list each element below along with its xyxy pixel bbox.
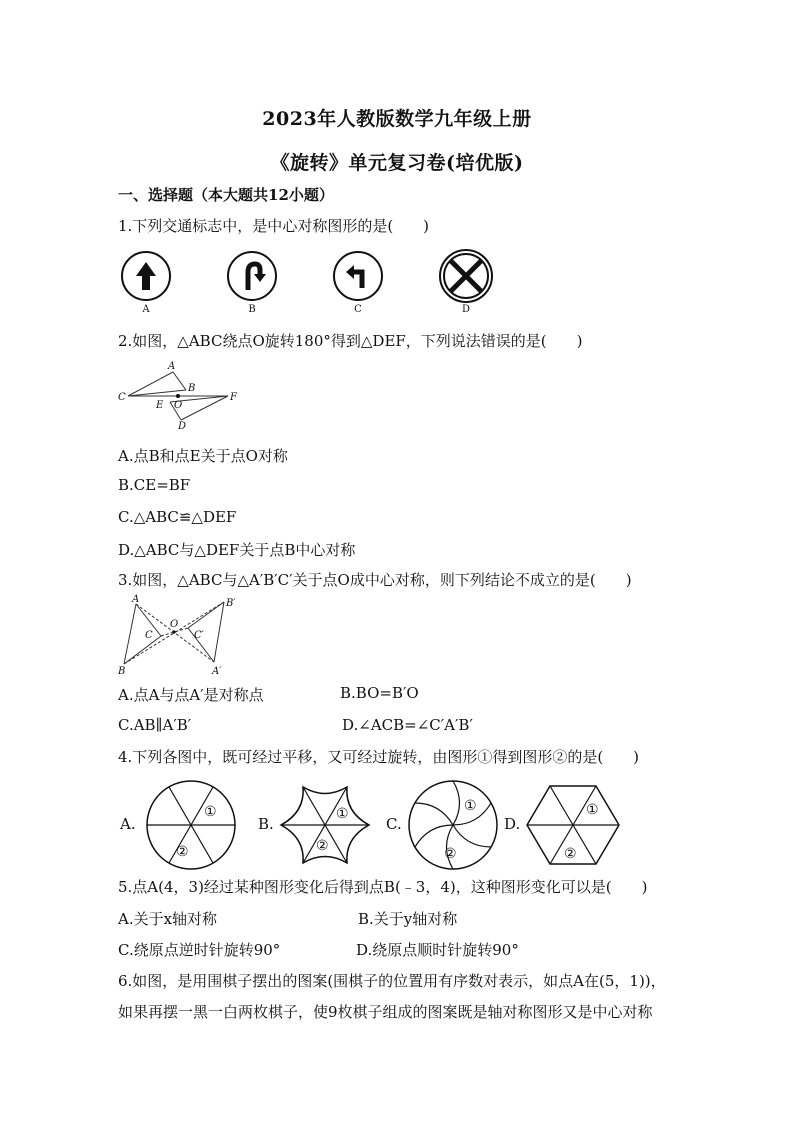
q3-label-ap: A′: [212, 666, 222, 677]
question-2-stem: 2.如图，△ABC绕点O旋转180°得到△DEF，下列说法错误的是( ): [118, 332, 583, 350]
q3-option-d: D.∠ACB=∠C′A′B′: [342, 716, 473, 734]
q5-option-b: B.关于y轴对称: [358, 910, 458, 928]
q4-option-d-letter: D.: [504, 815, 521, 833]
q1-label-b: B: [248, 304, 256, 315]
q1-label-a: A: [142, 304, 150, 315]
question-5-stem: 5.点A(4，3)经过某种图形变化后得到点B(﹣3，4)，这种图形变化可以是( ): [118, 878, 648, 896]
question-6-line-2: 如果再摆一黑一白两枚棋子，使9枚棋子组成的图案既是轴对称图形又是中心对称: [118, 1003, 653, 1021]
q3-label-b: B: [118, 666, 126, 677]
turn-left-icon: [332, 250, 384, 302]
q4-option-b-letter: B.: [258, 815, 274, 833]
q1-label-c: C: [354, 304, 362, 315]
q4-d-mark-1: ①: [586, 802, 599, 818]
q2-label-d: D: [178, 421, 187, 430]
q2-label-a: A: [168, 361, 176, 372]
q2-label-c: C: [118, 392, 126, 403]
q4-figure-a: [144, 778, 238, 872]
document-title: 2023年人教版数学九年级上册: [262, 108, 532, 130]
question-3-stem: 3.如图，△ABC与△A′B′C′关于点O成中心对称，则下列结论不成立的是( ): [118, 571, 632, 589]
question-6-line-1: 6.如图，是用围棋子摆出的图案(围棋子的位置用有序数对表示，如点A在(5，1))，: [118, 972, 666, 990]
q3-figure: [116, 594, 244, 678]
q2-option-a: A.点B和点E关于点O对称: [118, 447, 288, 465]
q2-option-b: B.CE=BF: [118, 476, 191, 494]
q2-option-c: C.△ABC≌△DEF: [118, 508, 237, 526]
q4-d-mark-2: ②: [564, 846, 577, 862]
q4-option-a-letter: A.: [120, 815, 136, 833]
q3-label-bp: B′: [226, 598, 236, 609]
q1-label-d: D: [461, 304, 471, 315]
q4-figure-d: [524, 778, 622, 872]
q4-figure-b: [278, 778, 372, 872]
q2-label-o: O: [174, 400, 183, 411]
q3-label-a: A: [132, 594, 140, 605]
q2-figure: [118, 358, 242, 430]
q2-label-f: F: [230, 392, 237, 403]
arrow-up-icon: [120, 250, 172, 302]
q4-figure-c: [406, 778, 500, 872]
question-1-stem: 1.下列交通标志中，是中心对称图形的是( ): [118, 217, 430, 235]
q4-a-mark-1: ①: [204, 804, 217, 820]
q5-option-d: D.绕原点顺时针旋转90°: [356, 941, 519, 959]
q4-option-c-letter: C.: [386, 815, 402, 833]
q2-option-d: D.△ABC与△DEF关于点B中心对称: [118, 541, 356, 559]
q2-label-b: B: [188, 383, 196, 394]
q3-option-a: A.点A与点A′是对称点: [118, 686, 264, 704]
q3-label-o: O: [170, 619, 179, 630]
q3-label-c: C: [145, 630, 153, 641]
document-subtitle: 《旋转》单元复习卷(培优版): [270, 152, 524, 174]
q4-c-mark-2: ②: [444, 846, 457, 862]
section-heading: 一、选择题（本大题共12小题）: [118, 186, 334, 204]
q3-option-c: C.AB∥A′B′: [118, 716, 192, 734]
q5-option-c: C.绕原点逆时针旋转90°: [118, 941, 281, 959]
q4-b-mark-2: ②: [316, 838, 329, 854]
q5-option-a: A.关于x轴对称: [118, 910, 218, 928]
q4-a-mark-2: ②: [176, 844, 189, 860]
q3-label-cp: C′: [194, 630, 204, 641]
question-4-stem: 4.下列各图中，既可经过平移，又可经过旋转，由图形①得到图形②的是( ): [118, 748, 640, 766]
q4-b-mark-1: ①: [336, 806, 349, 822]
q4-c-mark-1: ①: [464, 798, 477, 814]
q3-option-b: B.BO=B′O: [340, 684, 419, 702]
u-turn-icon: [226, 250, 278, 302]
cross-icon: [438, 248, 494, 304]
q2-label-e: E: [156, 400, 164, 411]
